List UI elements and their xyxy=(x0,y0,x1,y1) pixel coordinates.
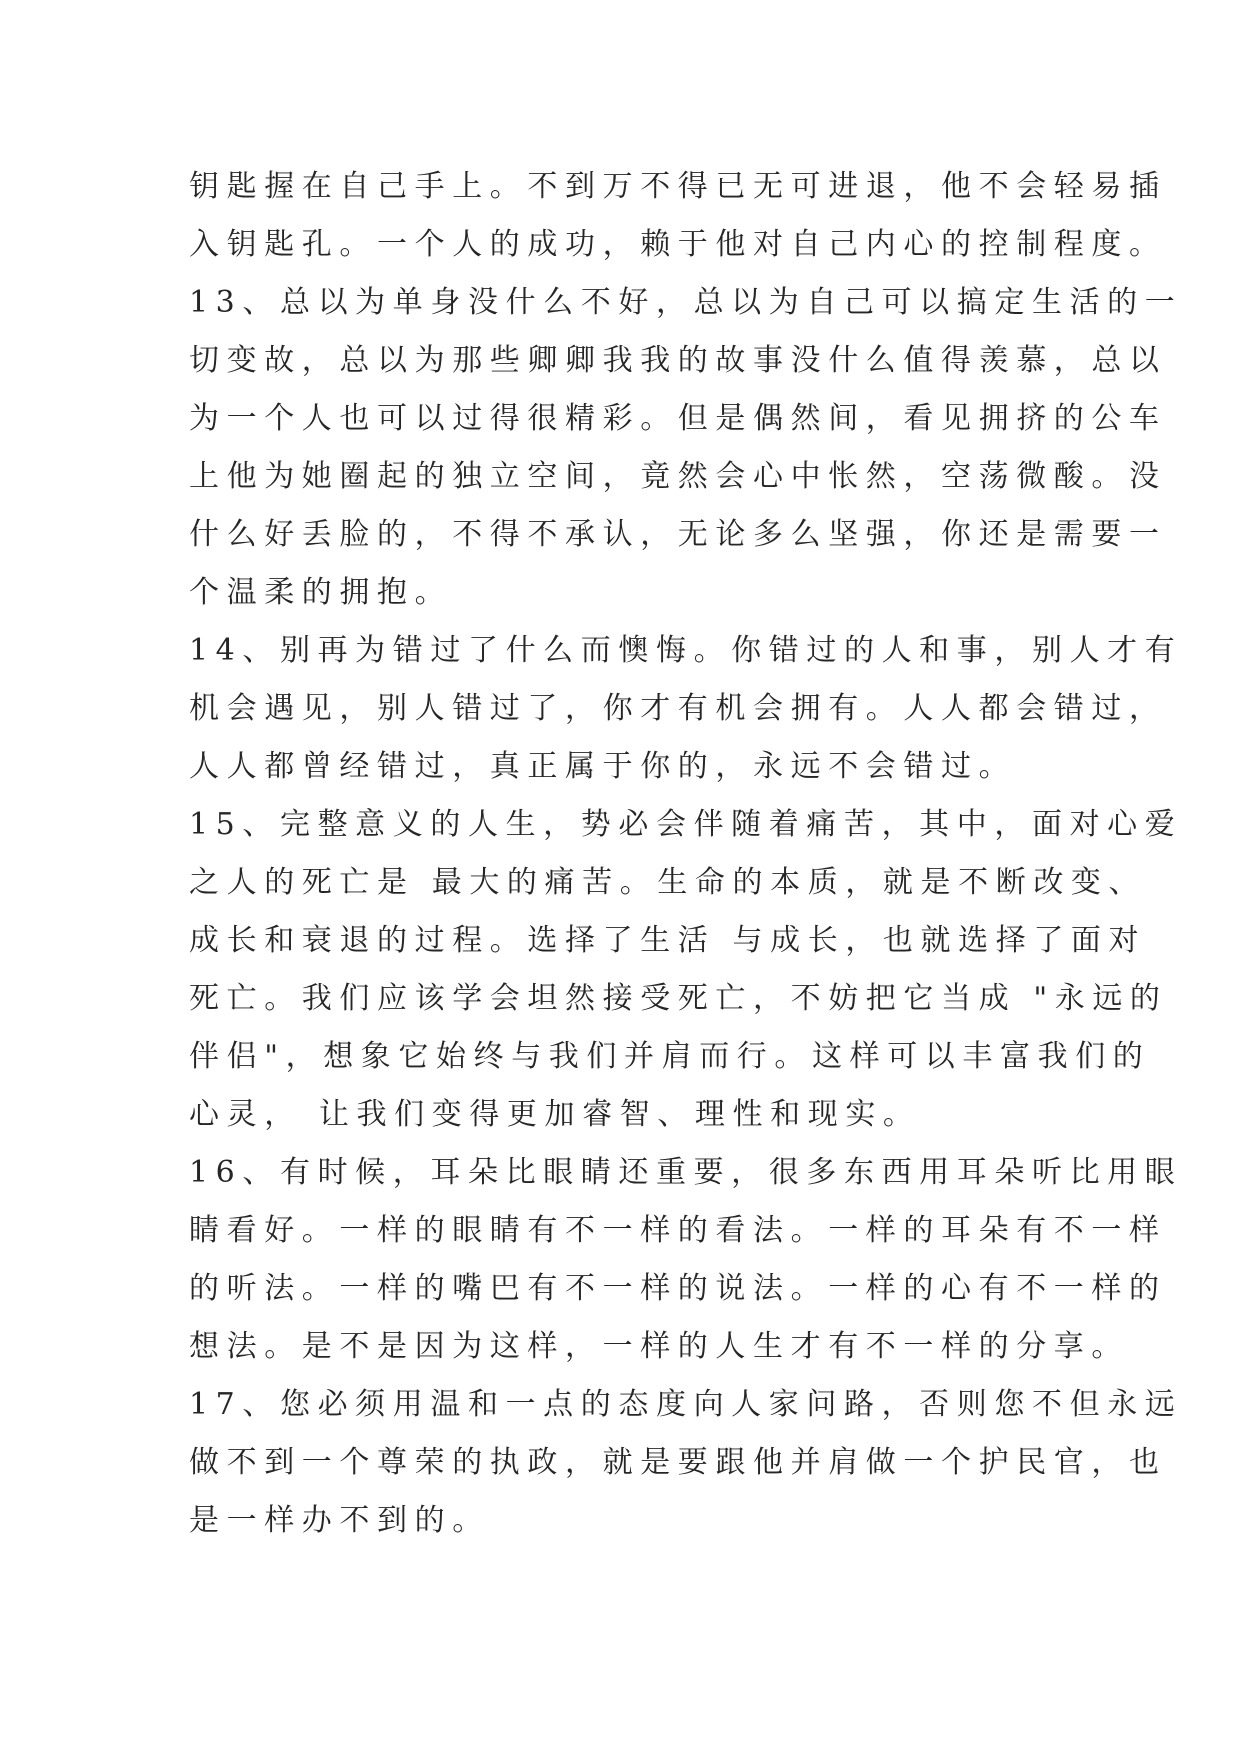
text-line: 做不到一个尊荣的执政，就是要跟他并肩做一个护民官，也 xyxy=(189,1445,1167,1480)
text-line: 之人的死亡是 最大的痛苦。生命的本质，就是不断改变、 xyxy=(189,865,1147,900)
text-line: 睛看好。一样的眼睛有不一样的看法。一样的耳朵有不一样 xyxy=(189,1213,1167,1248)
text-line: 成长和衰退的过程。选择了生活 与成长，也就选择了面对 xyxy=(189,923,1147,958)
text-line: 机会遇见，别人错过了，你才有机会拥有。人人都会错过， xyxy=(189,691,1167,726)
text-line: 是一样办不到的。 xyxy=(189,1503,490,1538)
text-line: 死亡。我们应该学会坦然接受死亡，不妨把它当成 "永远的 xyxy=(189,981,1168,1016)
body-text xyxy=(189,158,1183,1550)
text-line: 上他为她圈起的独立空间，竟然会心中怅然，空荡微酸。没 xyxy=(189,459,1167,494)
text-line: 入钥匙孔。一个人的成功，赖于他对自己内心的控制程度。 xyxy=(189,227,1167,262)
text-line: 想法。是不是因为这样，一样的人生才有不一样的分享。 xyxy=(189,1329,1129,1364)
text-line: 切变故，总以为那些卿卿我我的故事没什么值得羡慕，总以 xyxy=(189,343,1167,378)
text-line: 伴侣"，想象它始终与我们并肩而行。这样可以丰富我们的 xyxy=(189,1039,1151,1074)
text-line: 为一个人也可以过得很精彩。但是偶然间，看见拥挤的公车 xyxy=(189,401,1167,436)
text-line: 的听法。一样的嘴巴有不一样的说法。一样的心有不一样的 xyxy=(189,1271,1167,1306)
text-line: 心灵， 让我们变得更加睿智、理性和现实。 xyxy=(189,1097,921,1132)
text-line: 钥匙握在自己手上。不到万不得已无可进退，他不会轻易插 xyxy=(189,169,1167,204)
text-line: 16、有时候，耳朵比眼睛还重要，很多东西用耳朵听比用眼 xyxy=(189,1155,1183,1190)
text-line: 17、您必须用温和一点的态度向人家问路，否则您不但永远 xyxy=(189,1387,1183,1422)
text-line: 个温柔的拥抱。 xyxy=(189,575,453,610)
text-line: 什么好丢脸的，不得不承认，无论多么坚强，你还是需要一 xyxy=(189,517,1167,552)
text-line: 15、完整意义的人生，势必会伴随着痛苦，其中，面对心爱 xyxy=(189,807,1183,842)
text-line: 14、别再为错过了什么而懊悔。你错过的人和事，别人才有 xyxy=(189,633,1183,668)
text-line: 13、总以为单身没什么不好，总以为自己可以搞定生活的一 xyxy=(189,285,1183,320)
text-line: 人人都曾经错过，真正属于你的，永远不会错过。 xyxy=(189,749,1017,784)
